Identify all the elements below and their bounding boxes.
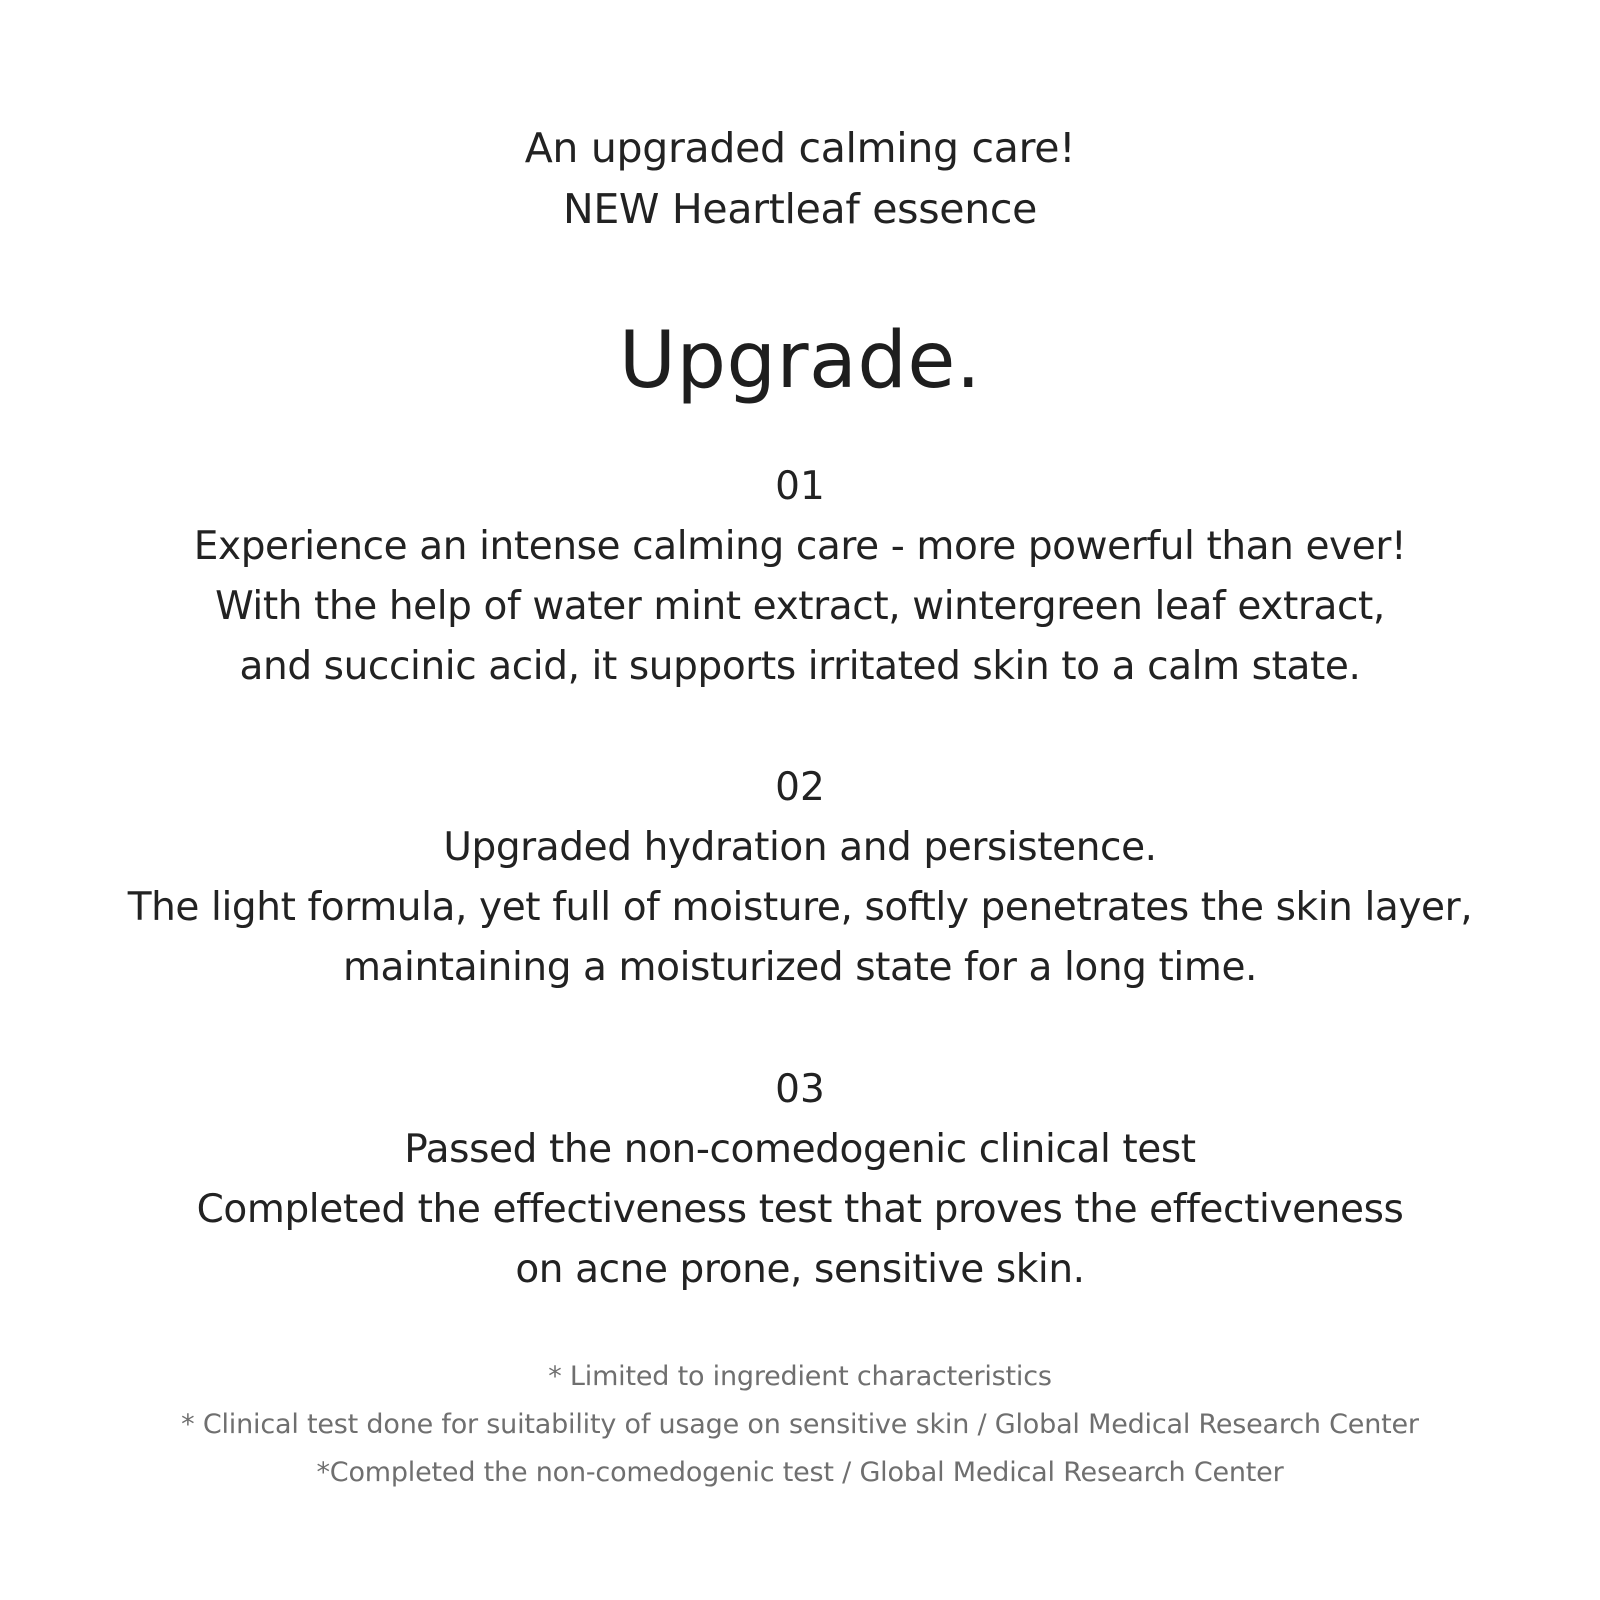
page-headline: Upgrade.: [618, 316, 982, 406]
footnotes: [0, 1353, 1600, 1497]
footnote: *Completed the non-comedogenic test / Global Medical Research Center: [316, 1457, 1284, 1488]
feature-number: 02: [775, 765, 825, 810]
feature-number: 01: [775, 464, 825, 509]
footnote: * Clinical test done for suitability of usage on sensitive skin / Global Medical Research Center: [181, 1409, 1419, 1440]
feature-title: Upgraded hydration and persistence.: [443, 825, 1157, 870]
feature-title: Passed the non-comedogenic clinical test: [404, 1127, 1196, 1172]
feature-02: [0, 758, 1600, 998]
feature-description-line: and succinic acid, it supports irritated skin to a calm state.: [239, 644, 1361, 689]
intro-tagline: An upgraded calming care!: [524, 124, 1076, 172]
feature-description-line: on acne prone, sensitive skin.: [515, 1247, 1085, 1292]
feature-number: 03: [775, 1067, 825, 1112]
feature-description-line: Completed the effectiveness test that proves the effectiveness: [196, 1187, 1404, 1232]
feature-03: [0, 1060, 1600, 1300]
intro-product-name: NEW Heartleaf essence: [562, 185, 1038, 233]
intro-block: [0, 118, 1600, 240]
feature-title: Experience an intense calming care - more powerful than ever!: [193, 524, 1407, 569]
footnote: * Limited to ingredient characteristics: [548, 1361, 1052, 1392]
feature-description-line: The light formula, yet full of moisture, softly penetrates the skin layer,: [127, 885, 1473, 930]
feature-description-line: maintaining a moisturized state for a long time.: [342, 945, 1258, 990]
feature-description-line: With the help of water mint extract, wintergreen leaf extract,: [215, 584, 1385, 629]
feature-01: [0, 457, 1600, 697]
